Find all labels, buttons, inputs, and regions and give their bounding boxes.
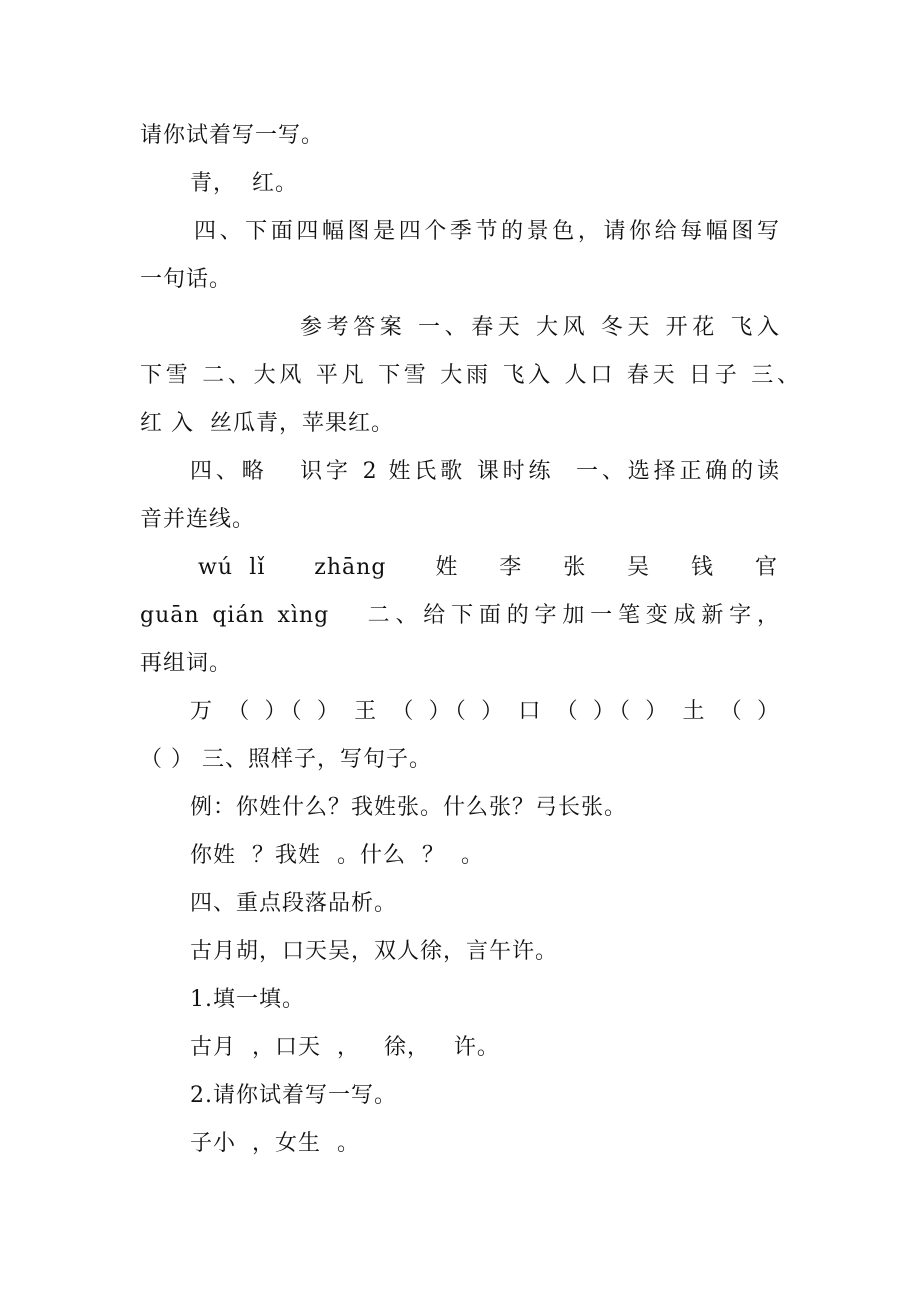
text-line: 红 入 丝瓜青，苹果红。: [140, 411, 394, 436]
text-line: guān qián xìng 二、给下面的字加一笔变成新字，: [140, 603, 780, 628]
text-line: 子小 ，女生 。: [190, 1131, 360, 1156]
text-line: 请你试着写一写。: [140, 123, 325, 148]
text-line: 2.请你试着写一写。: [190, 1083, 397, 1108]
text-line: 古月 ，口天 ， 徐， 许。: [190, 1035, 500, 1060]
text-line: 你姓 ？我姓 。什么 ？ 。: [190, 843, 484, 868]
text-line: 四、重点段落品析。: [190, 891, 398, 916]
text-line: 1.填一填。: [190, 987, 305, 1012]
text-line: （ ） 三、照样子，写句子。: [140, 747, 432, 772]
text-line: 青， 红。: [190, 171, 298, 196]
text-line: wú lǐ zhāng 姓 李 张 吴 钱 官: [198, 555, 778, 580]
text-line: 四、下面四幅图是四个季节的景色，请你给每幅图写: [194, 219, 780, 244]
text-line: 四、略 识字 2 姓氏歌 课时练 一、选择正确的读: [190, 459, 780, 484]
text-line: 例：你姓什么？我姓张。什么张？弓长张。: [190, 795, 628, 820]
text-line: 下雪 二、大风 平凡 下雪 大雨 飞入 人口 春天 日子 三、: [140, 363, 800, 388]
text-line: 音并连线。: [140, 507, 256, 532]
text-line: 古月胡，口天吴，双人徐，言午许。: [190, 939, 559, 964]
text-line: 参考答案 一、春天 大风 冬天 开花 飞入: [300, 315, 780, 340]
text-line: 一句话。: [140, 267, 233, 292]
text-line: 万 （ ）（ ） 王 （ ）（ ） 口 （ ）（ ） 土 （ ）: [190, 699, 780, 724]
text-line: 再组词。: [140, 651, 233, 676]
